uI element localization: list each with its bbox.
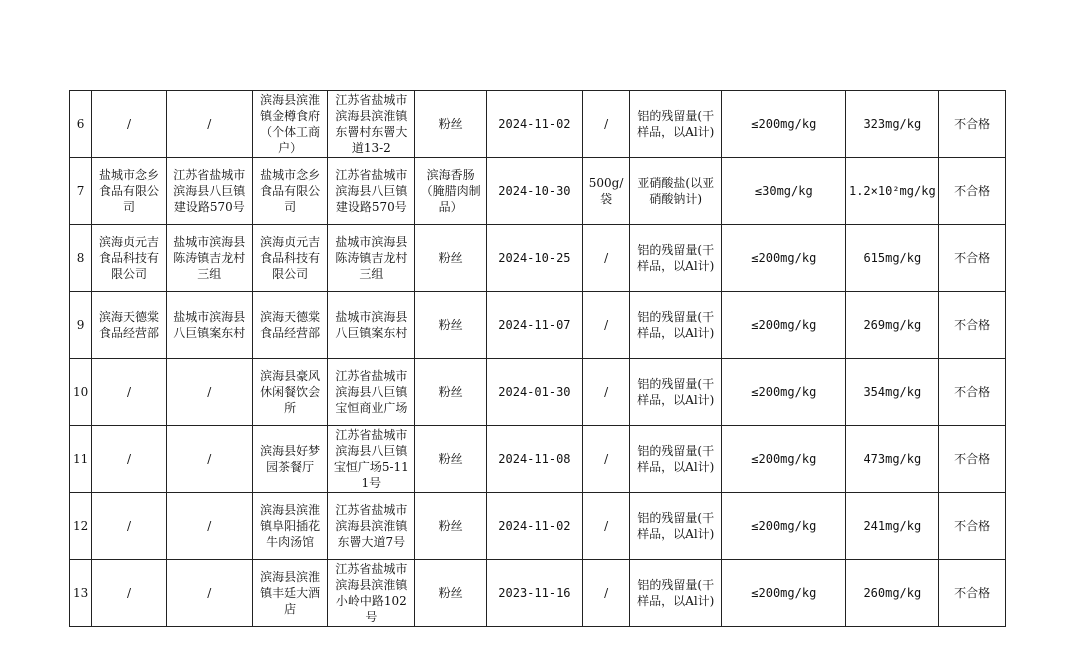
test-result-cell: 615mg/kg <box>846 225 939 292</box>
standard-value-cell: ≤200mg/kg <box>722 560 846 627</box>
verdict-cell: 不合格 <box>939 493 1006 560</box>
producer-address-cell: 盐城市滨海县八巨镇案东村 <box>166 292 252 359</box>
test-result-cell: 241mg/kg <box>846 493 939 560</box>
seller-address-cell: 盐城市滨海县八巨镇案东村 <box>328 292 415 359</box>
production-date-cell: 2023-11-16 <box>486 560 582 627</box>
producer-name-cell: / <box>92 359 167 426</box>
row-number-cell: 13 <box>70 560 92 627</box>
table-row <box>70 560 1006 627</box>
specification-cell: / <box>582 426 629 493</box>
seller-name-cell: 滨海县豪风休闲餐饮会所 <box>252 359 328 426</box>
producer-address-cell: / <box>166 426 252 493</box>
verdict-cell: 不合格 <box>939 560 1006 627</box>
standard-value-cell: ≤200mg/kg <box>722 359 846 426</box>
producer-name-cell: 滨海天德棠食品经营部 <box>92 292 167 359</box>
verdict-cell: 不合格 <box>939 158 1006 225</box>
seller-address-cell: 江苏省盐城市滨海县滨淮镇东罾大道7号 <box>328 493 415 560</box>
standard-value-cell: ≤200mg/kg <box>722 225 846 292</box>
table-row <box>70 292 1006 359</box>
seller-name-cell: 盐城市念乡食品有限公司 <box>252 158 328 225</box>
producer-address-cell: 江苏省盐城市滨海县八巨镇建设路570号 <box>166 158 252 225</box>
seller-name-cell: 滨海贞元吉食品科技有限公司 <box>252 225 328 292</box>
specification-cell: / <box>582 359 629 426</box>
test-item-cell: 亚硝酸盐(以亚硝酸钠计) <box>630 158 722 225</box>
specification-cell: / <box>582 91 629 158</box>
seller-address-cell: 江苏省盐城市滨海县滨淮镇小岭中路102号 <box>328 560 415 627</box>
seller-name-cell: 滨海县滨淮镇金樽食府（个体工商户） <box>252 91 328 158</box>
table-row <box>70 158 1006 225</box>
test-result-cell: 269mg/kg <box>846 292 939 359</box>
row-number-cell: 8 <box>70 225 92 292</box>
producer-address-cell: / <box>166 359 252 426</box>
verdict-cell: 不合格 <box>939 91 1006 158</box>
production-date-cell: 2024-11-02 <box>486 91 582 158</box>
standard-value-cell: ≤200mg/kg <box>722 426 846 493</box>
production-date-cell: 2024-11-02 <box>486 493 582 560</box>
seller-address-cell: 江苏省盐城市滨海县八巨镇宝恒广场5-111号 <box>328 426 415 493</box>
test-item-cell: 铝的残留量(干样品，以Al计) <box>630 359 722 426</box>
specification-cell: / <box>582 560 629 627</box>
verdict-cell: 不合格 <box>939 292 1006 359</box>
producer-address-cell: / <box>166 560 252 627</box>
production-date-cell: 2024-01-30 <box>486 359 582 426</box>
test-item-cell: 铝的残留量(干样品，以Al计) <box>630 292 722 359</box>
verdict-cell: 不合格 <box>939 359 1006 426</box>
row-number-cell: 11 <box>70 426 92 493</box>
food-name-cell: 粉丝 <box>415 426 487 493</box>
table-body <box>70 91 1006 627</box>
food-name-cell: 粉丝 <box>415 493 487 560</box>
food-name-cell: 粉丝 <box>415 225 487 292</box>
seller-address-cell: 江苏省盐城市滨海县八巨镇宝恒商业广场 <box>328 359 415 426</box>
verdict-cell: 不合格 <box>939 225 1006 292</box>
producer-name-cell: / <box>92 426 167 493</box>
standard-value-cell: ≤30mg/kg <box>722 158 846 225</box>
standard-value-cell: ≤200mg/kg <box>722 493 846 560</box>
test-result-cell: 323mg/kg <box>846 91 939 158</box>
producer-address-cell: / <box>166 493 252 560</box>
producer-name-cell: / <box>92 91 167 158</box>
producer-name-cell: 盐城市念乡食品有限公司 <box>92 158 167 225</box>
specification-cell: / <box>582 225 629 292</box>
production-date-cell: 2024-11-08 <box>486 426 582 493</box>
producer-name-cell: / <box>92 560 167 627</box>
standard-value-cell: ≤200mg/kg <box>722 91 846 158</box>
food-name-cell: 粉丝 <box>415 292 487 359</box>
food-name-cell: 粉丝 <box>415 359 487 426</box>
test-result-cell: 354mg/kg <box>846 359 939 426</box>
test-item-cell: 铝的残留量(干样品，以Al计) <box>630 493 722 560</box>
seller-name-cell: 滨海县好梦园茶餐厅 <box>252 426 328 493</box>
production-date-cell: 2024-11-07 <box>486 292 582 359</box>
seller-name-cell: 滨海县滨淮镇阜阳插花牛肉汤馆 <box>252 493 328 560</box>
test-item-cell: 铝的残留量(干样品，以Al计) <box>630 225 722 292</box>
verdict-cell: 不合格 <box>939 426 1006 493</box>
seller-address-cell: 江苏省盐城市滨海县滨淮镇东罾村东罾大道13-2 <box>328 91 415 158</box>
row-number-cell: 7 <box>70 158 92 225</box>
food-name-cell: 粉丝 <box>415 91 487 158</box>
row-number-cell: 10 <box>70 359 92 426</box>
table-row <box>70 426 1006 493</box>
seller-address-cell: 江苏省盐城市滨海县八巨镇建设路570号 <box>328 158 415 225</box>
table-row <box>70 91 1006 158</box>
row-number-cell: 9 <box>70 292 92 359</box>
row-number-cell: 12 <box>70 493 92 560</box>
producer-address-cell: 盐城市滨海县陈涛镇吉龙村三组 <box>166 225 252 292</box>
seller-name-cell: 滨海天德棠食品经营部 <box>252 292 328 359</box>
table-row <box>70 225 1006 292</box>
test-item-cell: 铝的残留量(干样品，以Al计) <box>630 426 722 493</box>
producer-address-cell: / <box>166 91 252 158</box>
test-result-cell: 473mg/kg <box>846 426 939 493</box>
test-result-cell: 1.2×10²mg/kg <box>846 158 939 225</box>
food-name-cell: 粉丝 <box>415 560 487 627</box>
producer-name-cell: 滨海贞元吉食品科技有限公司 <box>92 225 167 292</box>
producer-name-cell: / <box>92 493 167 560</box>
specification-cell: / <box>582 493 629 560</box>
test-item-cell: 铝的残留量(干样品，以Al计) <box>630 560 722 627</box>
test-result-cell: 260mg/kg <box>846 560 939 627</box>
table-row <box>70 359 1006 426</box>
production-date-cell: 2024-10-25 <box>486 225 582 292</box>
test-item-cell: 铝的残留量(干样品，以Al计) <box>630 91 722 158</box>
specification-cell: 500g/袋 <box>582 158 629 225</box>
row-number-cell: 6 <box>70 91 92 158</box>
seller-name-cell: 滨海县滨淮镇丰廷大酒店 <box>252 560 328 627</box>
standard-value-cell: ≤200mg/kg <box>722 292 846 359</box>
specification-cell: / <box>582 292 629 359</box>
production-date-cell: 2024-10-30 <box>486 158 582 225</box>
table-row <box>70 493 1006 560</box>
inspection-table <box>69 90 1006 627</box>
seller-address-cell: 盐城市滨海县陈涛镇吉龙村三组 <box>328 225 415 292</box>
food-name-cell: 滨海香肠（腌腊肉制品） <box>415 158 487 225</box>
